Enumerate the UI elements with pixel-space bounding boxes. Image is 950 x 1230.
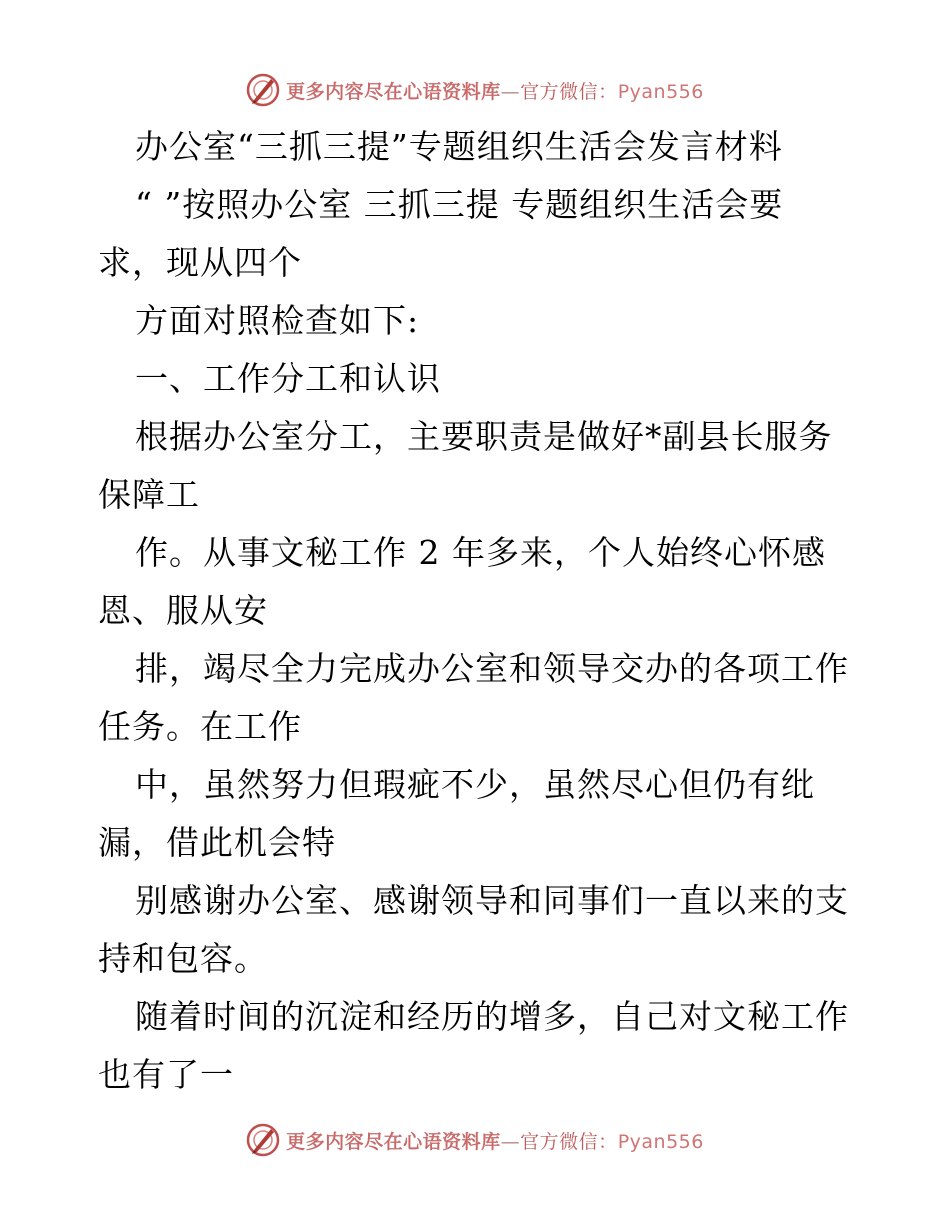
text-line: 随着时间的沉淀和经历的增多，自己对文秘工作 xyxy=(135,997,849,1036)
watermark-wechat-id: Pyan556 xyxy=(617,80,704,103)
text-line: 一、工作分工和认识 xyxy=(135,359,441,398)
quill-logo-icon xyxy=(246,1123,280,1157)
watermark-separator: — xyxy=(500,1130,521,1153)
text-line: 排，竭尽全力完成办公室和领导交办的各项工作 xyxy=(135,649,849,688)
text-line: 漏，借此机会特 xyxy=(98,823,336,862)
text-line: 作。从事文秘工作 2 年多来，个人始终心怀感 xyxy=(135,533,826,572)
text-line: 恩、服从安 xyxy=(98,591,268,630)
watermark-wechat-label: 官方微信： xyxy=(520,80,618,103)
header-watermark xyxy=(0,70,950,110)
watermark-main: 更多内容尽在心语资料库 xyxy=(286,80,501,103)
text-line: 保障工 xyxy=(98,475,200,514)
text-line: 持和包容。 xyxy=(98,939,268,978)
text-line: 任务。在工作 xyxy=(98,707,302,746)
text-line: 根据办公室分工，主要职责是做好*副县长服务 xyxy=(135,417,833,456)
text-line: “ ”按照办公室 三抓三提 专题组织生活会要 xyxy=(135,185,784,224)
watermark-text xyxy=(286,77,704,104)
text-line: 别感谢办公室、感谢领导和同事们一直以来的支 xyxy=(135,881,849,920)
watermark-main: 更多内容尽在心语资料库 xyxy=(286,1130,501,1153)
document-title: 办公室“三抓三提”专题组织生活会发言材料 xyxy=(135,127,783,166)
quill-logo-icon xyxy=(246,73,280,107)
watermark-wechat-label: 官方微信： xyxy=(520,1130,618,1153)
footer-watermark xyxy=(0,1120,950,1160)
watermark-wechat-id: Pyan556 xyxy=(617,1130,704,1153)
text-line: 方面对照检查如下: xyxy=(135,301,420,340)
watermark-text xyxy=(286,1127,704,1154)
watermark-separator: — xyxy=(500,80,521,103)
text-line: 求，现从四个 xyxy=(98,243,302,282)
text-line: 也有了一 xyxy=(98,1055,234,1094)
text-line: 中，虽然努力但瑕疵不少，虽然尽心但仍有纰 xyxy=(135,765,815,804)
